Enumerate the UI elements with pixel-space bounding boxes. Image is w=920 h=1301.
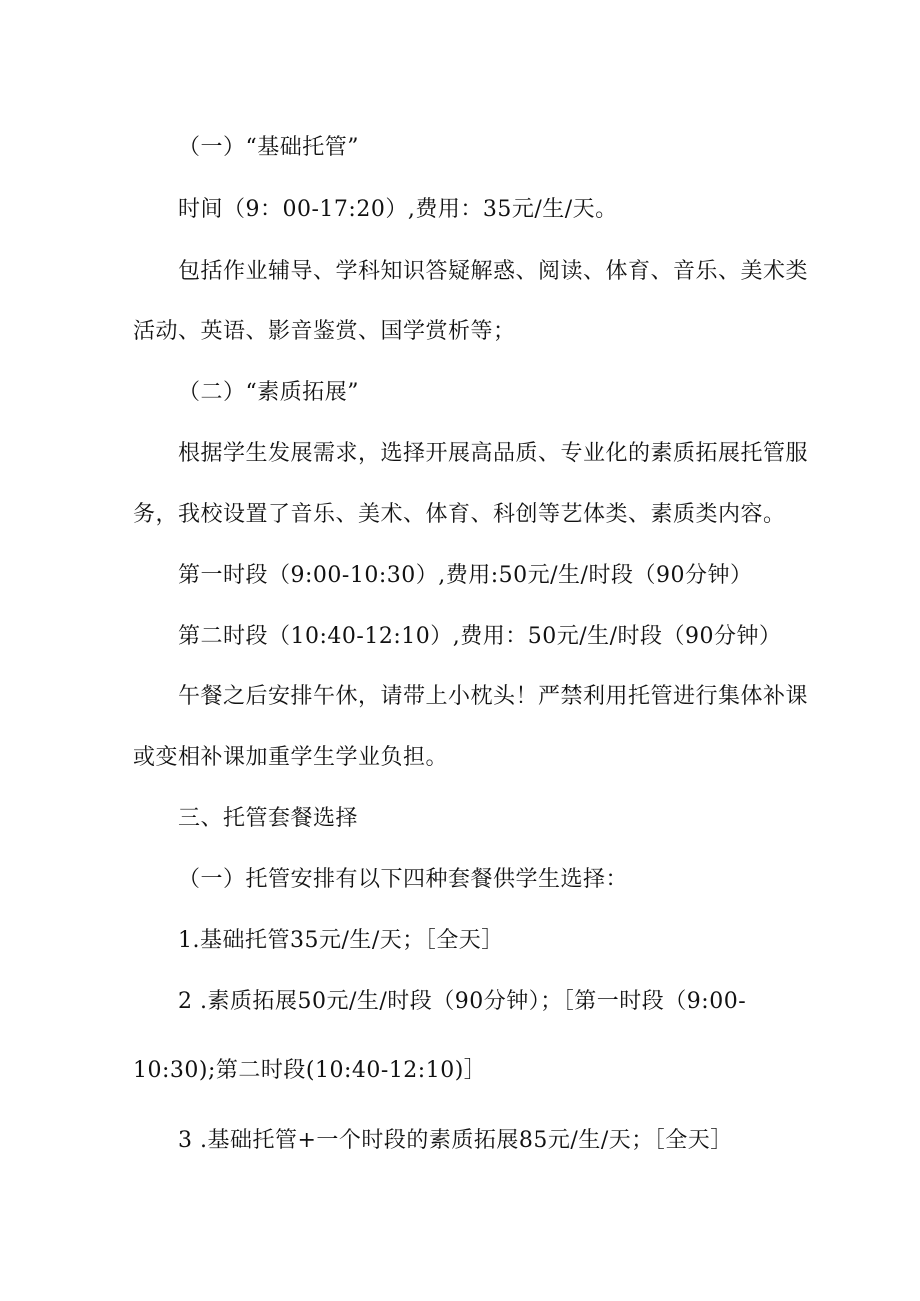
- lunch-nap-note-line-1: 午餐之后安排午休，请带上小枕头！严禁利用托管进行集体补课: [178, 684, 809, 709]
- basic-care-content-line-2: 活动、英语、影音鉴赏、国学赏析等；: [133, 319, 516, 344]
- basic-care-content-line-1: 包括作业辅导、学科知识答疑解惑、阅读、体育、音乐、美术类: [178, 259, 809, 284]
- section-heading-basic-care: （一）“基础托管”: [178, 135, 359, 160]
- package-intro: （一）托管安排有以下四种套餐供学生选择：: [178, 867, 629, 892]
- first-session-fee: 第一时段（9:00-10:30）,费用:50元/生/时段（90分钟）: [178, 563, 753, 588]
- package-item-3: 3 .基础托管+一个时段的素质拓展85元/生/天；［全天］: [178, 1128, 733, 1153]
- section-heading-package-selection: 三、托管套餐选择: [178, 806, 359, 831]
- second-session-fee: 第二时段（10:40-12:10）,费用：50元/生/时段（90分钟）: [178, 624, 782, 649]
- lunch-nap-note-line-2: 或变相补课加重学生学业负担。: [133, 745, 449, 770]
- quality-expansion-desc-line-1: 根据学生发展需求，选择开展高品质、专业化的素质拓展托管服: [178, 441, 809, 466]
- quality-expansion-desc-line-2: 务，我校设置了音乐、美术、体育、科创等艺体类、素质类内容。: [133, 502, 786, 527]
- basic-care-time-fee: 时间（9：00-17:20）,费用：35元/生/天。: [178, 197, 618, 222]
- package-item-2-line-2: 10:30);第二时段(10:40-12:10)］: [133, 1058, 487, 1083]
- section-heading-quality-expansion: （二）“素质拓展”: [178, 380, 359, 405]
- package-item-2-line-1: 2 .素质拓展50元/生/时段（90分钟）；［第一时段（9:00-: [178, 989, 747, 1014]
- package-item-1: 1.基础托管35元/生/天；［全天］: [178, 928, 504, 953]
